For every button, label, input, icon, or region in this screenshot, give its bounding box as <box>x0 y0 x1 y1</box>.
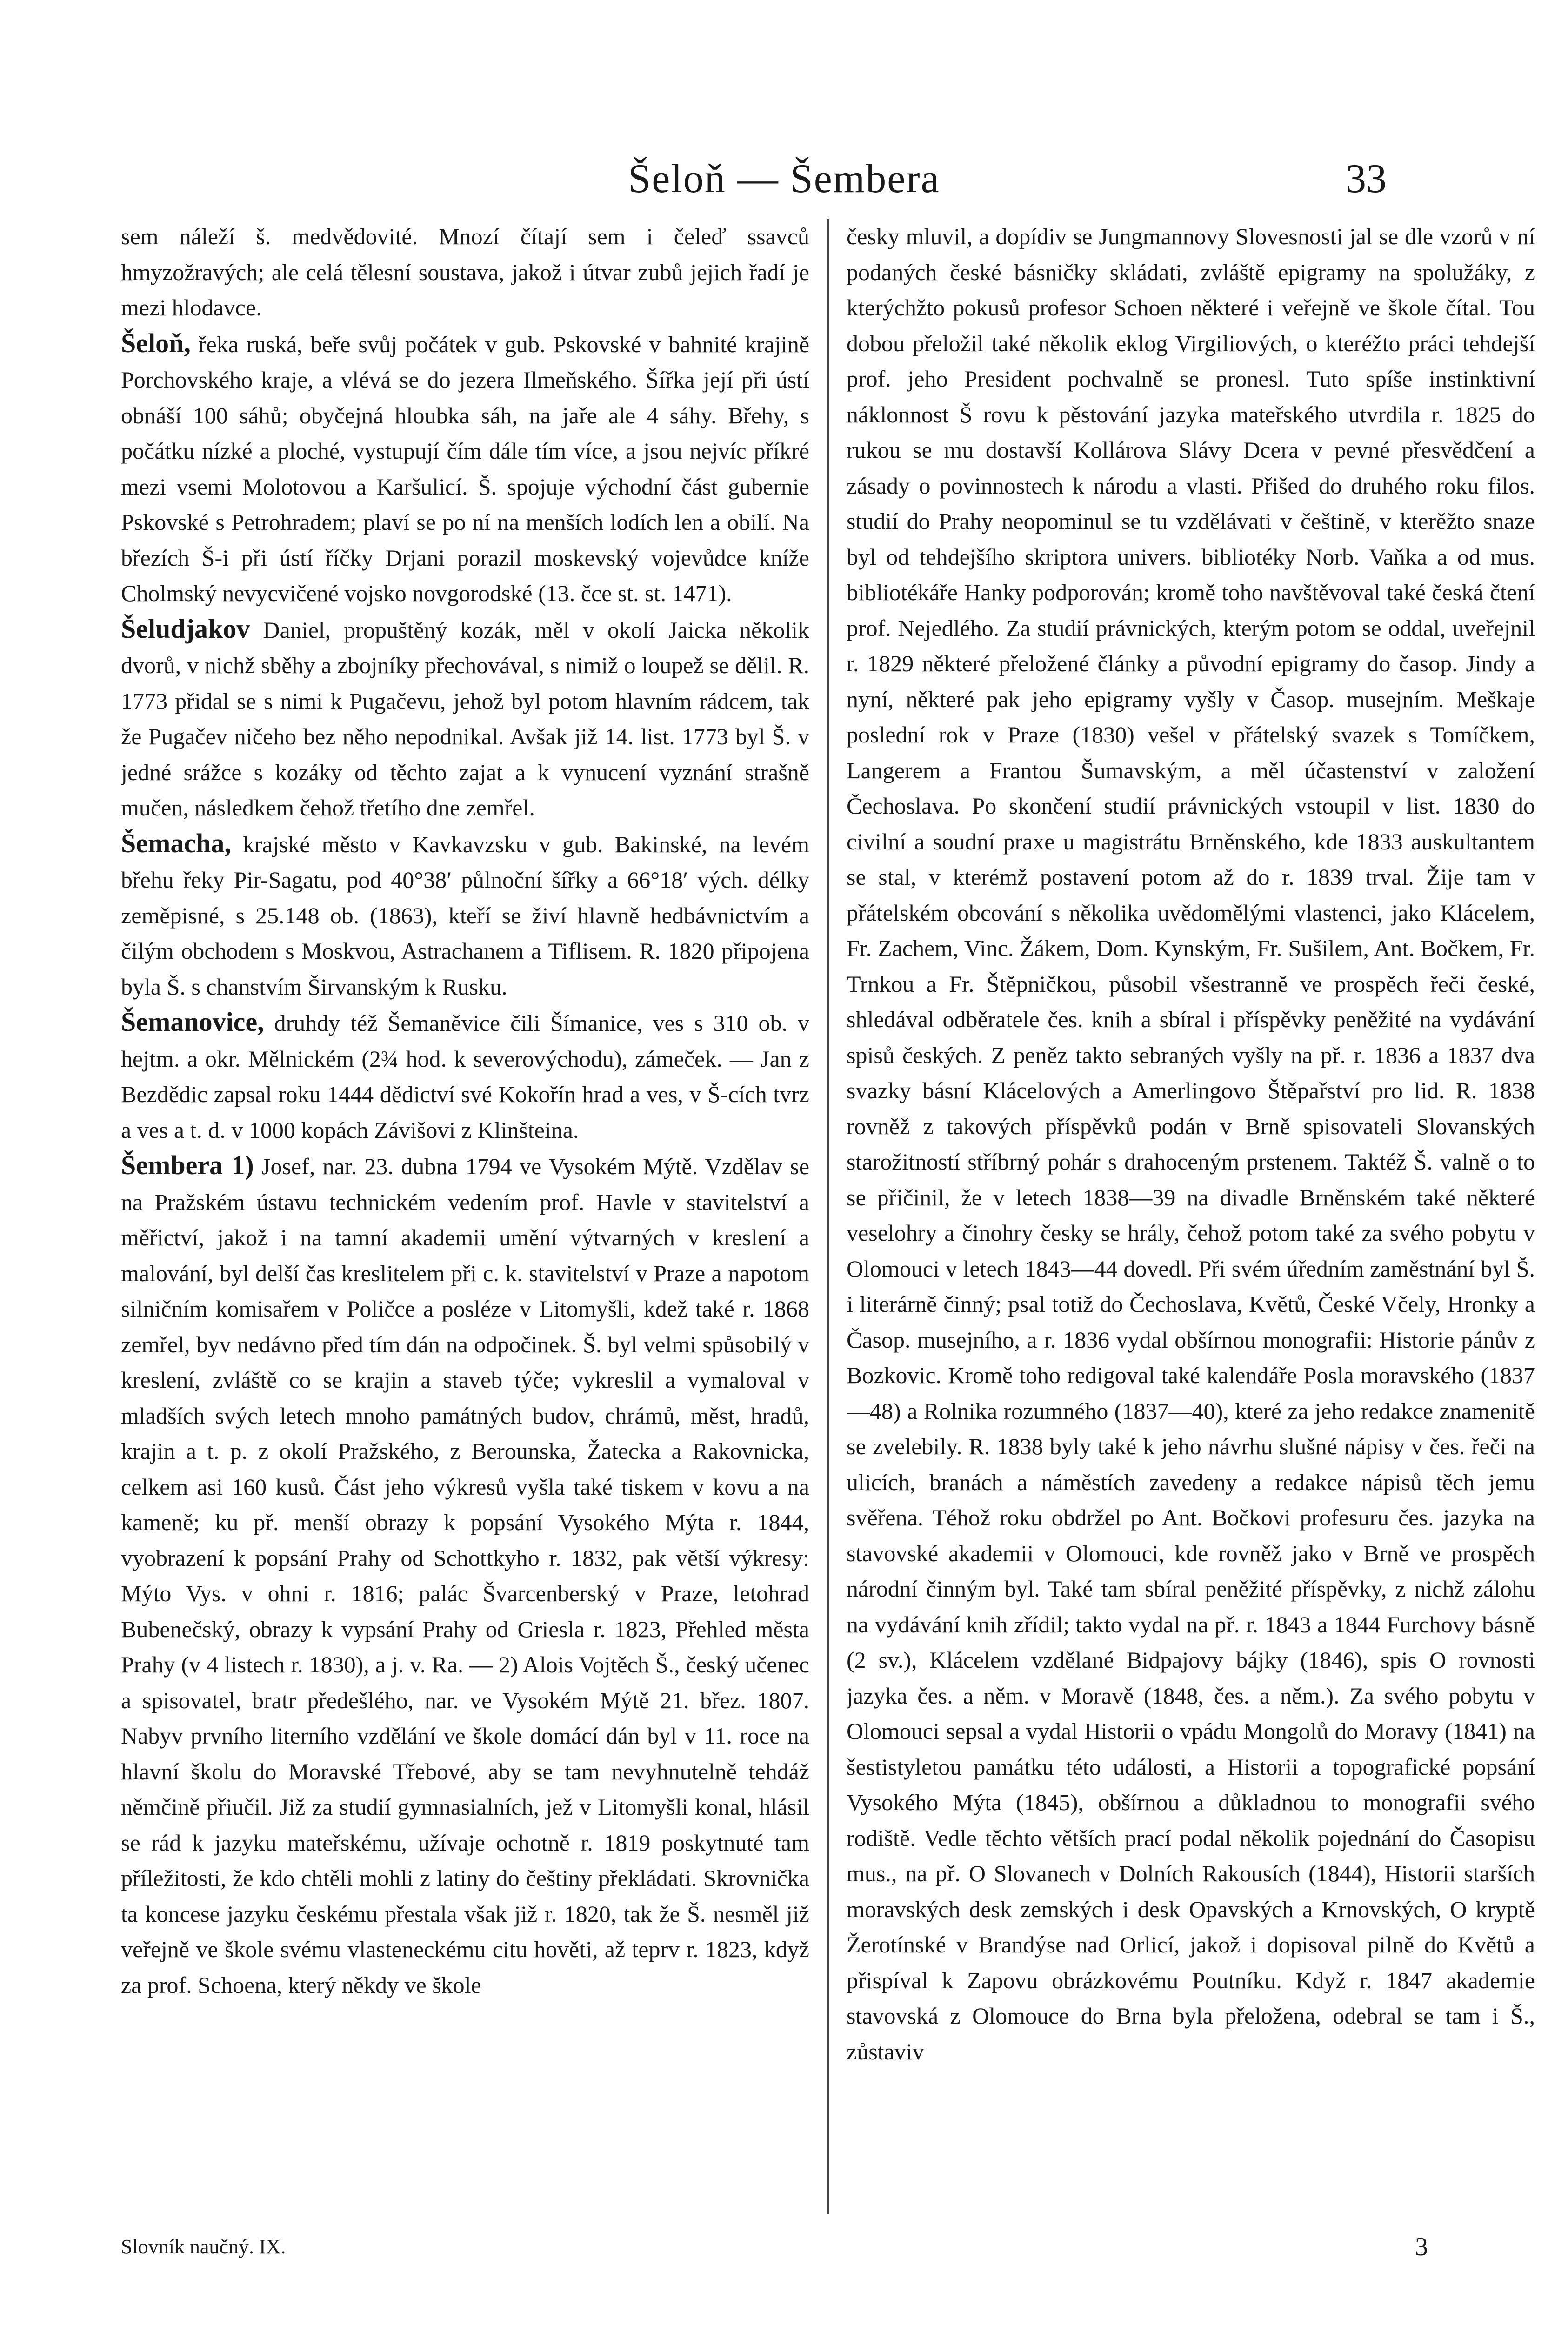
entry-text: druhdy též Šemaněvice čili Šímanice, ves s 310 ob. v hejtm. a okr. Mělnickém (2¾ hod. k severovýchodu), zámeček. — Jan z Bezdědic zapsal roku 1444 dědictví své Kokořín hrad a ves, v Š-cích tvrz a ves a t. d. v 1000 kopách Závišovi z Klinšteina. <box>121 1010 809 1143</box>
dictionary-entry <box>847 219 1535 2069</box>
entry-text: česky mluvil, a dopídiv se Jungmannovy Slovesnosti jal se dle vzorů v ní podaných české básničky skládati, zvláště epigramy na spolužáky, z kterýchžto pokusů profesor Schoen některé i veřejně ve škole čítal. Tou dobou přeložil také několik eklog Virgiliových, o kteréžto práci tehdejší prof. jeho President pochvalně se pronesl. Tuto spíše instinktivní náklonnost Š rovu k pěstování jazyka mateřského utvrdila r. 1825 do rukou se mu dostavší Kollárova Slávy Dcera v pevné přesvědčení a zásady o povinnostech k národu a vlasti. Přišed do druhého roku filos. studií do Prahy neopominul se tu vzdělávati v češtině, v kterěžto snaze byl od tehdejšího skriptora univers. bibliotéky Norb. Vaňka a od mus. bibliotékáře Hanky podporován; kromě toho navštěvoval také česká čtení prof. Nejedlého. Za studií právnických, kterým potom se oddal, uveřejnil r. 1829 některé přeložené články a původní epigramy do časop. Jindy a nyní, některé pak jeho epigramy vyšly v Časop. musejním. Meškaje poslední rok v Praze (1830) vešel v přátelský svazek s Tomíčkem, Langerem a Frantou Šumavským, a měl účastenství v založení Čechoslava. Po skončení studií právnických vstoupil v list. 1830 do civilní a soudní praxe u magistrátu Brněnského, kde 1833 auskultantem se stal, v kterémž postavení potom až do r. 1839 trval. Žije tam v přátelském obcování s několika uvědomělými vlastenci, jako Klácelem, Fr. Zachem, Vinc. Žákem, Dom. Kynským, Fr. Sušilem, Ant. Bočkem, Fr. Trnkou a Fr. Štěpničkou, působil všestranně ve prospěch řeči české, shledával odběratele čes. knih a sbíral i příspěvky peněžité na vydávání spisů českých. Z peněz takto sebraných vyšly na př. r. 1836 a 1837 dva svazky básní Klácelových a Amerlingovo Štěpařství pro lid. R. 1838 rovněž z takových příspěvků podán v Brně spisovateli Slovanských starožitností stříbrný pohár s drahoceným prstenem. Taktéž Š. valně o to se přičinil, že v letech 1838—39 na divadle Brněnském také některé veselohry a činohry česky se hrály, čehož potom také za svého pobytu v Olomouci v letech 1843—44 dovedl. Při svém úředním zaměstnání byl Š. i literárně činný; psal totiž do Čechoslava, Květů, České Včely, Hronky a Časop. musejního, a r. 1836 vydal obšírnou monografii: Historie pánův z Bozkovic. Kromě toho redigoval také kalendáře Posla moravského (1837—48) a Rolnika rozumného (1837—40), které za jeho redakce znamenitě se zvelebily. R. 1838 byly také k jeho návrhu slušné nápisy v čes. řeči na ulicích, branách a náměstích zavedeny a redakce nápisů těch jemu svěřena. Téhož roku obdržel po Ant. Bočkovi profesuru čes. jazyka na stavovské akademii v Olomouci, kde rovněž jako v Brně ve prospěch národní činným byl. Také tam sbíral peněžité příspěvky, z nichž zálohu na vydávání knih zřídil; takto vydal na př. r. 1843 a 1844 Furchovy básně (2 sv.), Klácelem vzdělané Bidpajovy bájky (1846), spis O rovnosti jazyka čes. a něm. v Moravě (1848, čes. a něm.). Za svého pobytu v Olomouci sepsal a vydal Historii o vpádu Mongolů do Moravy (1841) na šestistyletou památku této události, a Historii a topografické popsání Vysokého Mýta (1845), obšírnou a důkladnou to monografii svého rodiště. Vedle těchto větších prací podal několik pojednání do Časopisu mus., na př. O Slovanech v Dolních Rakousích (1844), Historii starších moravských desk zemských i desk Opavských a Krnovských, O kryptě Žerotínské v Brandýse nad Orlicí, jakož i dopisoval pilně do Květů a přispíval k Zapovu obrázkovému Poutníku. Když r. 1847 akademie stavovská z Olomouce do Brna byla přeložena, odebral se tam i Š., zůstaviv <box>847 223 1535 2065</box>
entry-headword: Šembera 1) <box>121 1150 254 1180</box>
imprint: Slovník naučný. IX. <box>121 2235 286 2258</box>
entry-headword: Šemacha, <box>121 828 231 858</box>
entry-headword: Šeloň, <box>121 328 191 358</box>
dictionary-entry <box>121 1004 809 1148</box>
page-footer <box>121 2228 1428 2266</box>
dictionary-entry <box>121 611 809 826</box>
left-column <box>121 219 809 2214</box>
dictionary-entry <box>121 219 809 326</box>
right-column <box>847 219 1535 2214</box>
running-head <box>0 154 1568 205</box>
page-number: 33 <box>1346 156 1387 201</box>
text-columns <box>121 219 1535 2214</box>
page-title: Šeloň — Šembera <box>628 156 940 201</box>
signature-mark: 3 <box>1415 2232 1428 2261</box>
entry-headword: Šeludjakov <box>121 613 250 644</box>
dictionary-entry <box>121 826 809 1005</box>
entry-text: sem náleží š. medvědovité. Mnozí čítají sem i čeleď ssavců hmyzožravých; ale celá tělesní soustava, jakož i útvar zubů jejich řadí je mezi hlodavce. <box>121 223 809 321</box>
dictionary-entry <box>121 1148 809 2003</box>
entry-text: Daniel, propuštěný kozák, měl v okolí Jaicka několik dvorů, v nichž sběhy a zbojníky přechovával, s nimiž o loupež se dělil. R. 1773 přidal se s nimi k Pugačevu, jehož byl potom hlavním rádcem, tak že Pugačev ničeho bez něho nepodnikal. Avšak již 14. list. 1773 byl Š. v jedné srážce s kozáky od těchto zajat a k vynucení vyznání strašně mučen, následkem čehož třetího dne zemřel. <box>121 616 809 821</box>
entry-headword: Šemanovice, <box>121 1007 264 1037</box>
entry-text: řeka ruská, beře svůj počátek v gub. Pskovské v bahnité krajině Porchovského kraje, a vlévá se do jezera Ilmeňského. Šířka její při ústí obnáší 100 sáhů; obyčejná hloubka sáh, na jaře ale 4 sáhy. Břehy, s počátku nízké a ploché, vystupují čím dále tím více, a jsou nejvíc příkré mezi vsemi Molotovou a Karšulicí. Š. spojuje východní část gubernie Pskovské s Petrohradem; plaví se po ní na menších lodích len a obilí. Na březích Š-i při ústí říčky Drjani porazil moskevský vojevůdce kníže Cholmský nevycvičené vojsko novgorodské (13. čce st. st. 1471). <box>121 331 809 606</box>
dictionary-entry <box>121 326 809 611</box>
column-divider <box>827 219 829 2214</box>
entry-text: Josef, nar. 23. dubna 1794 ve Vysokém Mýtě. Vzdělav se na Pražském ústavu technickém vedením prof. Havle v stavitelství a měřictví, jakož i na tamní akademii umění výtvarných v kreslení a malování, byl delší čas kreslitelem při c. k. stavitelství v Praze a napotom silničním komisařem v Poličce a posléze v Litomyšli, kdež také r. 1868 zemřel, byv nedávno před tím dán na odpočinek. Š. byl velmi spůsobilý v kreslení, zvláště co se krajin a staveb týče; vykreslil a vymaloval v mladších svých letech mnoho památných budov, chrámů, měst, hradů, krajin a t. p. z okolí Pražského, z Berounska, Žatecka a Rakovnicka, celkem asi 160 kusů. Část jeho výkresů vyšla také tiskem v kovu a na kameně; ku př. menší obrazy k popsání Vysokého Mýta r. 1844, vyobrazení k popsání Prahy od Schottkyho r. 1832, pak větší výkresy: Mýto Vys. v ohni r. 1816; palác Švarcenberský v Praze, letohrad Bubenečský, obrazy k vypsání Prahy od Griesla r. 1823, Přehled města Prahy (v 4 listech r. 1830), a j. v. Ra. — 2) Alois Vojtěch Š., český učenec a spisovatel, bratr předešlého, nar. ve Vysokém Mýtě 21. břez. 1807. Nabyv prvního literního vzdělání ve škole domácí dán byl v 11. roce na hlavní školu do Moravské Třebové, aby se tam nevyhnutelně tehdáž němčině přiučil. Již za studií gymnasialních, jež v Litomyšli konal, hlásil se rád k jazyku mateřskému, užívaje ochotně r. 1819 poskytnuté tam příležitosti, že kdo chtěli mohli z latiny do češtiny překládati. Skrovnička ta koncese jazyku českému přestala však již r. 1820, tak že Š. nesměl již veřejně ve škole svému vlasteneckému citu hověti, až teprv r. 1823, když za prof. Schoena, který někdy ve škole <box>121 1153 809 1998</box>
entry-text: krajské město v Kavkavzsku v gub. Bakinské, na levém břehu řeky Pir-Sagatu, pod 40°38′ půlnoční šířky a 66°18′ vých. délky zeměpisné, s 25.148 ob. (1863), kteří se živí hlavně hedbávnictvím a čilým obchodem s Moskvou, Astrachanem a Tiflisem. R. 1820 připojena byla Š. s chanstvím Širvanským k Rusku. <box>121 831 809 1000</box>
